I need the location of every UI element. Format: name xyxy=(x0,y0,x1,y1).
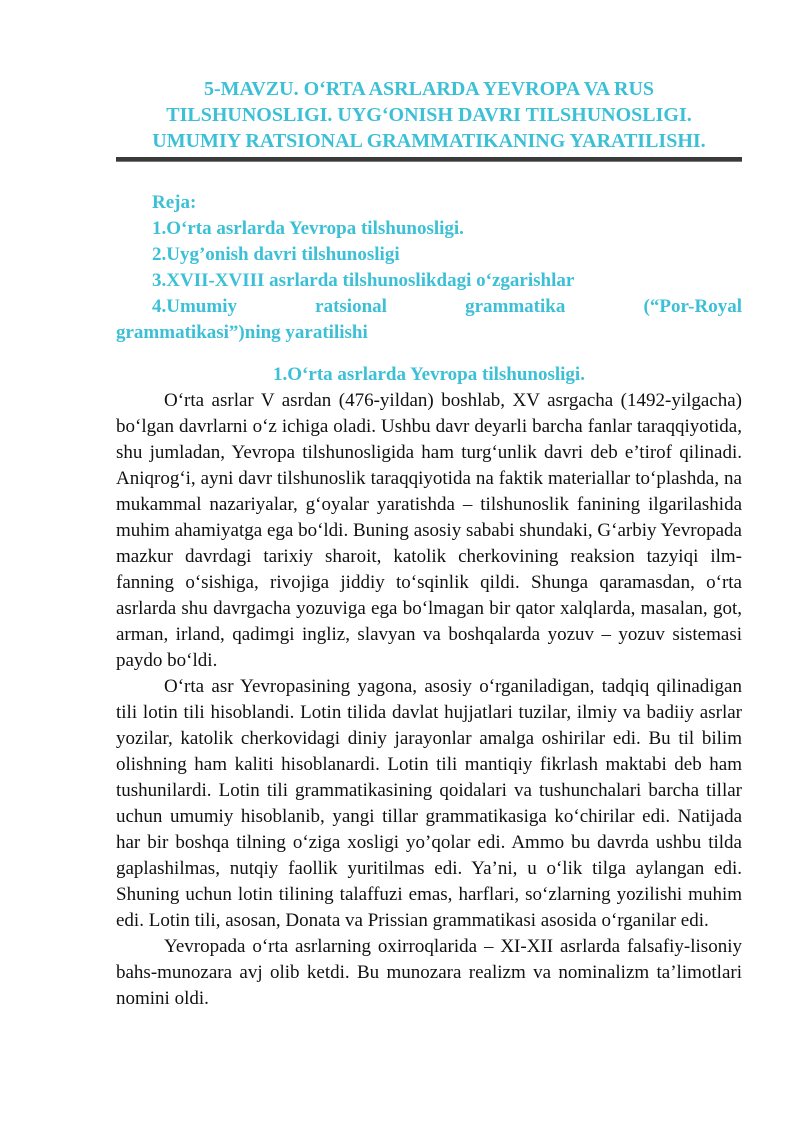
paragraph-2: O‘rta asr Yevropasining yagona, asosiy o‘rganiladigan, tadqiq qilinadigan tili lotin tili hisoblandi. Lotin tilida davlat hujjatlari tuzilar, ilmiy va badiiy asrlar yozilar, katolik cherkovidagi diniy jarayonlar amalga oshirilar edi. Bu til bilim olishning ham kaliti hisoblanardi. Lotin tili mantiqiy fikrlash maktabi deb ham tushunilardi. Lotin tili grammatikasining qoidalari va tushunchalari barcha tillar uchun umumiy hisoblanib, yangi tillar grammatikasiga ko‘chirilar edi. Natijada har bir boshqa tilning o‘ziga xosligi yo’qolar edi. Ammo bu davrda ushbu tilda gaplashilmas, nutqiy faollik yuritilmas edi. Ya’ni, u o‘lik tilga aylangan edi. Shuning uchun lotin tilining talaffuzi emas, harflari, so‘zlarning yozilishi muhim edi. Lotin tili, asosan, Donata va Prissian grammatikasi asosida o‘rganilar edi. xyxy=(116,676,742,931)
plan-item-2: 2.Uyg’onish davri tilshunosligi xyxy=(152,244,400,265)
plan-block xyxy=(116,190,742,346)
plan-label: Reja: xyxy=(152,192,197,213)
title-line-3: UMUMIY RATSIONAL GRAMMATIKANING YARATILISHI. xyxy=(152,130,706,152)
section-title: 1.O‘rta asrlarda Yevropa tilshunosligi. xyxy=(273,364,585,385)
plan-item-4-line-2: grammatikasi”)ning yaratilishi xyxy=(116,322,368,343)
title-divider xyxy=(116,157,742,162)
page-title xyxy=(116,76,742,154)
plan-item-4-line-1: 4.Umumiy ratsional grammatika (“Por-Royal xyxy=(152,296,742,317)
plan-item-3: 3.XVII-XVIII asrlarda tilshunoslikdagi o‘zgarishlar xyxy=(152,270,575,291)
paragraph-3: Yevropada o‘rta asrlarning oxirroqlarida – XI-XII asrlarda falsafiy-lisoniy bahs-munozara avj olib ketdi. Bu munozara realizm va nominalizm ta’limotlari nomini oldi. xyxy=(116,936,742,1009)
title-line-1: 5-MAVZU. O‘RTA ASRLARDA YEVROPA VA RUS xyxy=(203,78,655,100)
plan-item-1: 1.O‘rta asrlarda Yevropa tilshunosligi. xyxy=(152,218,464,239)
section-body xyxy=(116,388,742,1012)
title-line-2: TILSHUNOSLIGI. UYG‘ONISH DAVRI TILSHUNOSLIGI. xyxy=(166,104,692,126)
paragraph-1: O‘rta asrlar V asrdan (476-yildan) boshlab, XV asrgacha (1492-yilgacha) bo‘lgan davrlarni o‘z ichiga oladi. Ushbu davr deyarli barcha fanlar taraqqiyotida, shu jumladan, Yevropa tilshunosligida ham turg‘unlik davri deb e’tirof qilinadi. Aniqrog‘i, ayni davr tilshunoslik taraqqiyotida na faktik materiallar to‘plashda, na mukammal nazariyalar, g‘oyalar yaratishda – tilshunoslik fanining ilgarilashida muhim ahamiyatga ega bo‘ldi. Buning asosiy sababi shundaki, G‘arbiy Yevropada mazkur davrdagi tarixiy sharoit, katolik cherkovining reaksion tazyiqi ilm-fanning o‘sishiga, rivojiga jiddiy to‘sqinlik qildi. Shunga qaramasdan, o‘rta asrlarda shu davrgacha yozuviga ega bo‘lmagan bir qator xalqlarda, masalan, got, arman, irland, qadimgi ingliz, slavyan va boshqalarda yozuv – yozuv sistemasi paydo bo‘ldi. xyxy=(116,390,742,671)
